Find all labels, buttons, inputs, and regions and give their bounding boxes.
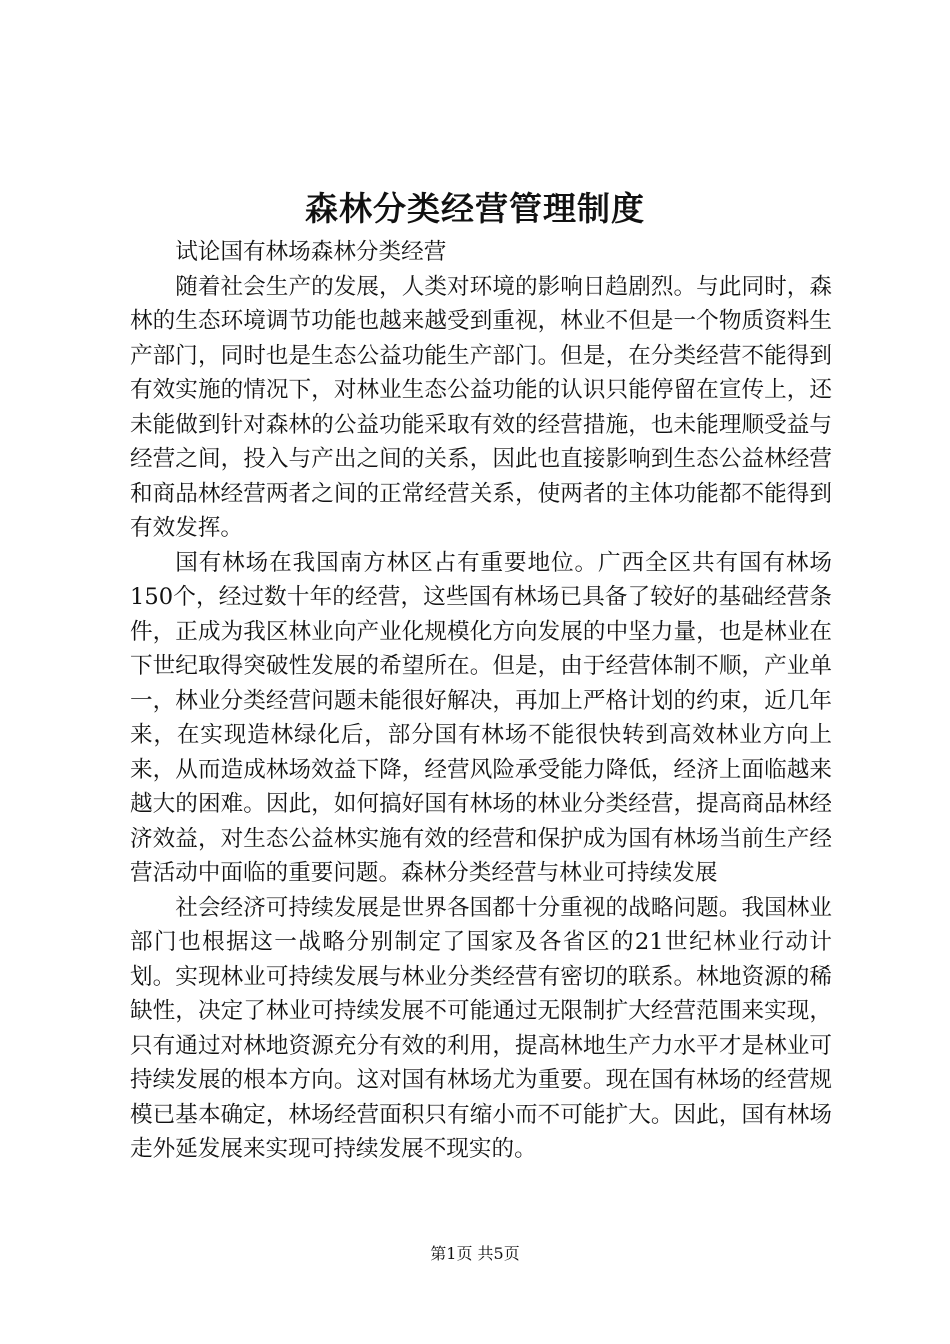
paragraph-3: 社会经济可持续发展是世界各国都十分重视的战略问题。我国林业部门也根据这一战略分别制定了国家及各省区的21世纪林业行动计划。实现林业可持续发展与林业分类经营有密切的联系。林地资源的稀缺性，决定了林业可持续发展不可能通过无限制扩大经营范围来实现，只有通过对林地资源充分有效的利用，提高林地生产力水平才是林业可持续发展的根本方向。这对国有林场尤为重要。现在国有林场的经营规模已基本确定，林场经营面积只有缩小而不可能扩大。因此，国有林场走外延发展来实现可持续发展不现实的。: [130, 894, 832, 1162]
paragraph-1: 随着社会生产的发展，人类对环境的影响日趋剧烈。与此同时，森林的生态环境调节功能也越来越受到重视，林业不但是一个物质资料生产部门，同时也是生态公益功能生产部门。但是，在分类经营不能得到有效实施的情况下，对林业生态公益功能的认识只能停留在宣传上，还未能做到针对森林的公益功能采取有效的经营措施，也未能理顺受益与经营之间，投入与产出之间的关系，因此也直接影响到生态公益林经营和商品林经营两者之间的正常经营关系，使两者的主体功能都不能得到有效发挥。: [130, 273, 832, 541]
document-body: [130, 235, 832, 1167]
paragraph-subtitle: 试论国有林场森林分类经营: [175, 239, 447, 265]
document-title: 森林分类经营管理制度: [305, 189, 645, 228]
paragraph-2: 国有林场在我国南方林区占有重要地位。广西全区共有国有林场150个，经过数十年的经营，这些国有林场已具备了较好的基础经营条件，正成为我区林业向产业化规模化方向发展的中坚力量，也是林业在下世纪取得突破性发展的希望所在。但是，由于经营体制不顺，产业单一，林业分类经营问题未能很好解决，再加上严格计划的约束，近几年来，在实现造林绿化后，部分国有林场不能很快转到高效林业方向上来，从而造成林场效益下降，经营风险承受能力降低，经济上面临越来越大的困难。因此，如何搞好国有林场的林业分类经营，提高商品林经济效益，对生态公益林实施有效的经营和保护成为国有林场当前生产经营活动中面临的重要问题。森林分类经营与林业可持续发展: [130, 549, 832, 886]
page-footer: 第1页 共5页: [430, 1244, 520, 1263]
